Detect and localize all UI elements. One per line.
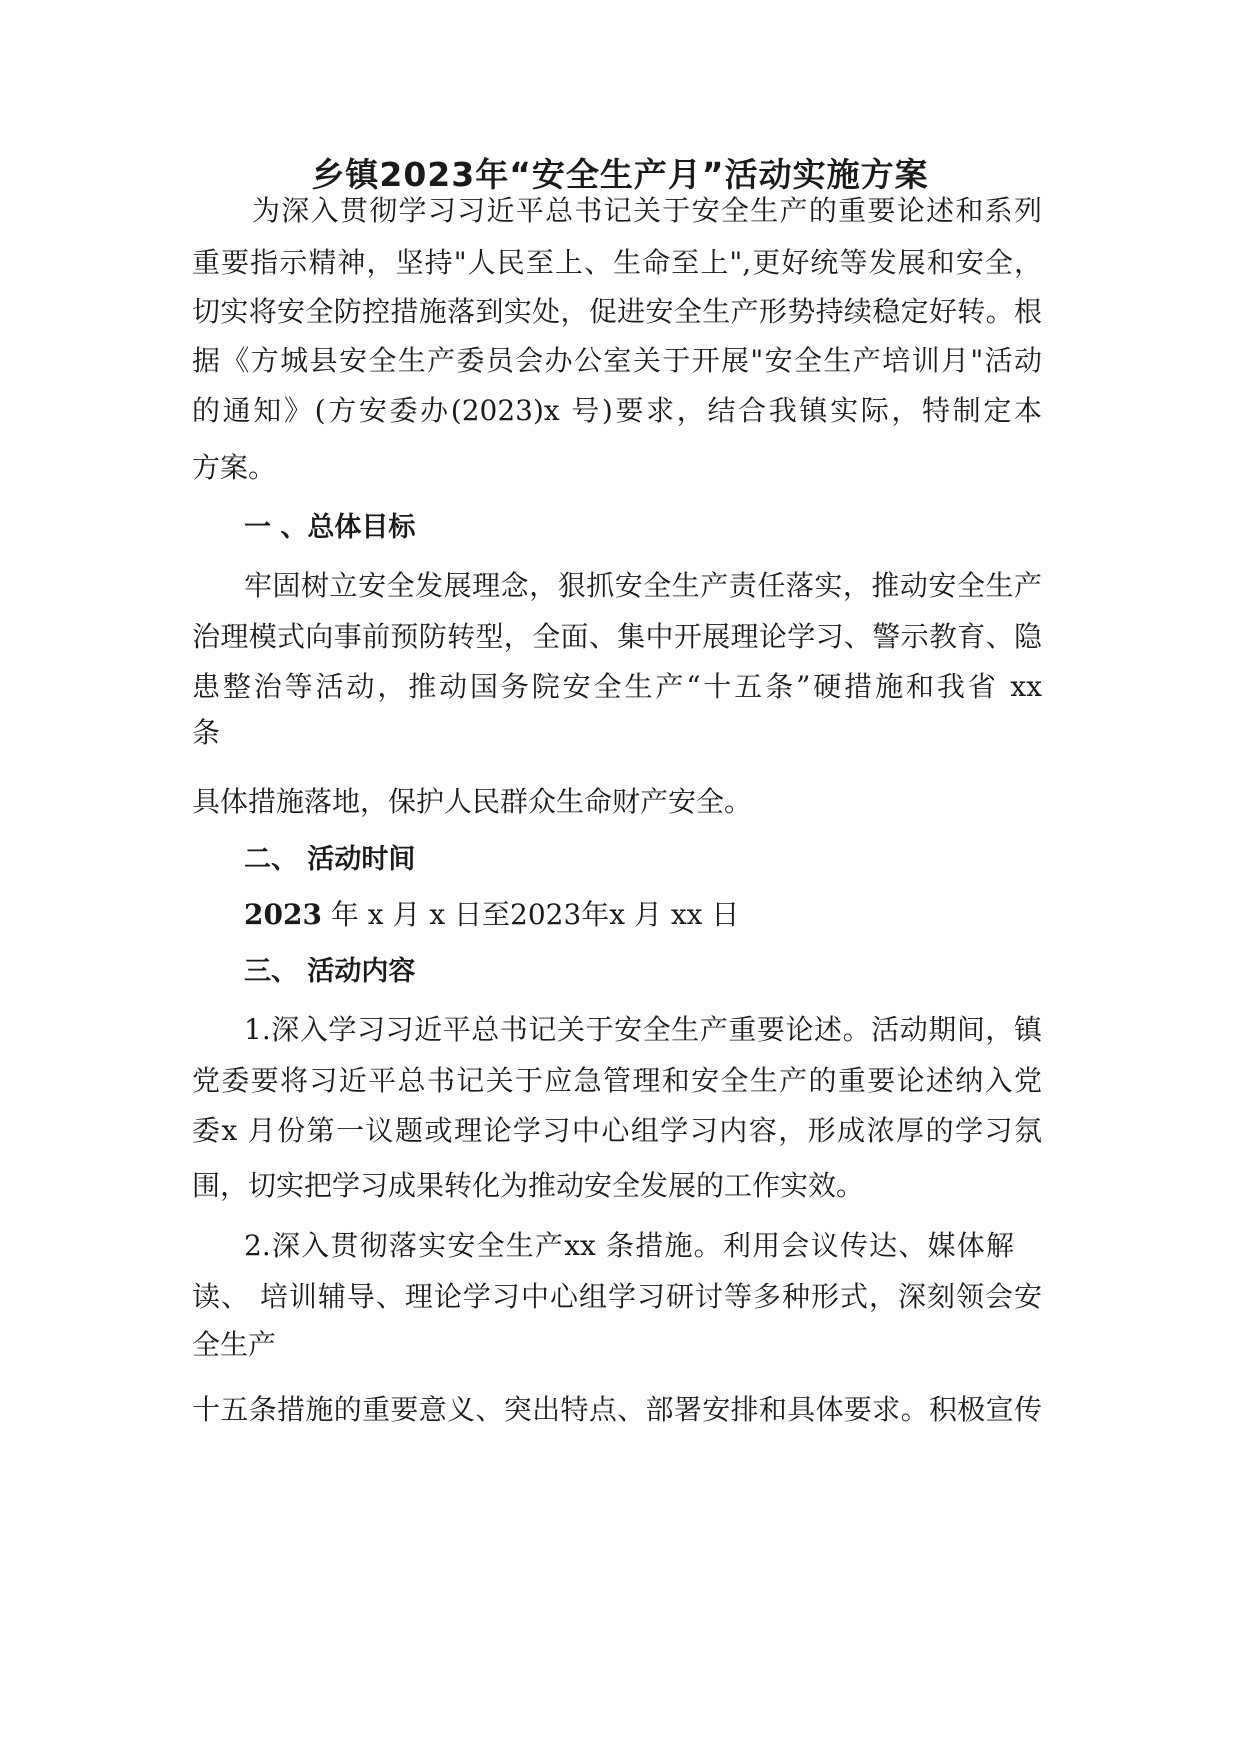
intro-line-2: 重要指示精神，坚持"人民至上、生命至上",更好统等发展和安全，: [192, 246, 1042, 279]
item-2-line-4: 十五条措施的重要意义、突出特点、部署安排和具体要求。积极宣传: [192, 1393, 1042, 1426]
item-2-line-3: 全生产: [192, 1328, 277, 1361]
section-1-line-4: 条: [192, 716, 221, 749]
document-title: 乡镇2023年“安全生产月”活动实施方案: [311, 155, 929, 194]
item-1-line-2: 党委要将习近平总书记关于应急管理和安全生产的重要论述纳入党: [192, 1064, 1042, 1097]
section-2-heading: 二、 活动时间: [244, 844, 416, 875]
item-2-line-2: 读、 培训辅导、理论学习中心组学习研讨等多种形式，深刻领会安: [192, 1280, 1042, 1313]
activity-date-year: 2023: [244, 898, 322, 931]
section-3-heading: 三、 活动内容: [244, 956, 416, 987]
item-1-line-4: 围，切实把学习成果转化为推动安全发展的工作实效。: [192, 1169, 865, 1202]
item-1-line-3: 委x 月份第一议题或理论学习中心组学习内容，形成浓厚的学习氛: [192, 1114, 1042, 1147]
section-1-line-2: 治理模式向事前预防转型，全面、集中开展理论学习、警示教育、隐: [192, 620, 1042, 653]
intro-line-6: 方案。: [192, 451, 277, 484]
section-1-heading: 一 、总体目标: [244, 512, 416, 543]
section-1-line-3: 患整治等活动，推动国务院安全生产“十五条”硬措施和我省 xx: [192, 670, 1042, 703]
section-1-line-1: 牢固树立安全发展理念，狠抓安全生产责任落实，推动安全生产: [244, 569, 1042, 602]
intro-line-4: 据《方城县安全生产委员会办公室关于开展"安全生产培训月"活动: [192, 344, 1042, 377]
section-1-line-5: 具体措施落地，保护人民群众生命财产安全。: [192, 785, 753, 818]
item-1-line-1: 1.深入学习习近平总书记关于安全生产重要论述。活动期间，镇: [244, 1013, 1042, 1046]
item-2-line-1: 2.深入贯彻落实安全生产xx 条措施。利用会议传达、媒体解: [244, 1229, 1014, 1262]
intro-line-5: 的通知》(方安委办(2023)x 号)要求，结合我镇实际，特制定本: [192, 394, 1042, 427]
activity-date: [244, 895, 739, 935]
intro-line-3: 切实将安全防控措施落到实处，促进安全生产形势持续稳定好转。根: [192, 295, 1042, 328]
intro-line-1: 为深入贯彻学习习近平总书记关于安全生产的重要论述和系列: [252, 194, 1042, 227]
activity-date-range: 年 x 月 x 日至2023年x 月 xx 日: [321, 898, 740, 931]
